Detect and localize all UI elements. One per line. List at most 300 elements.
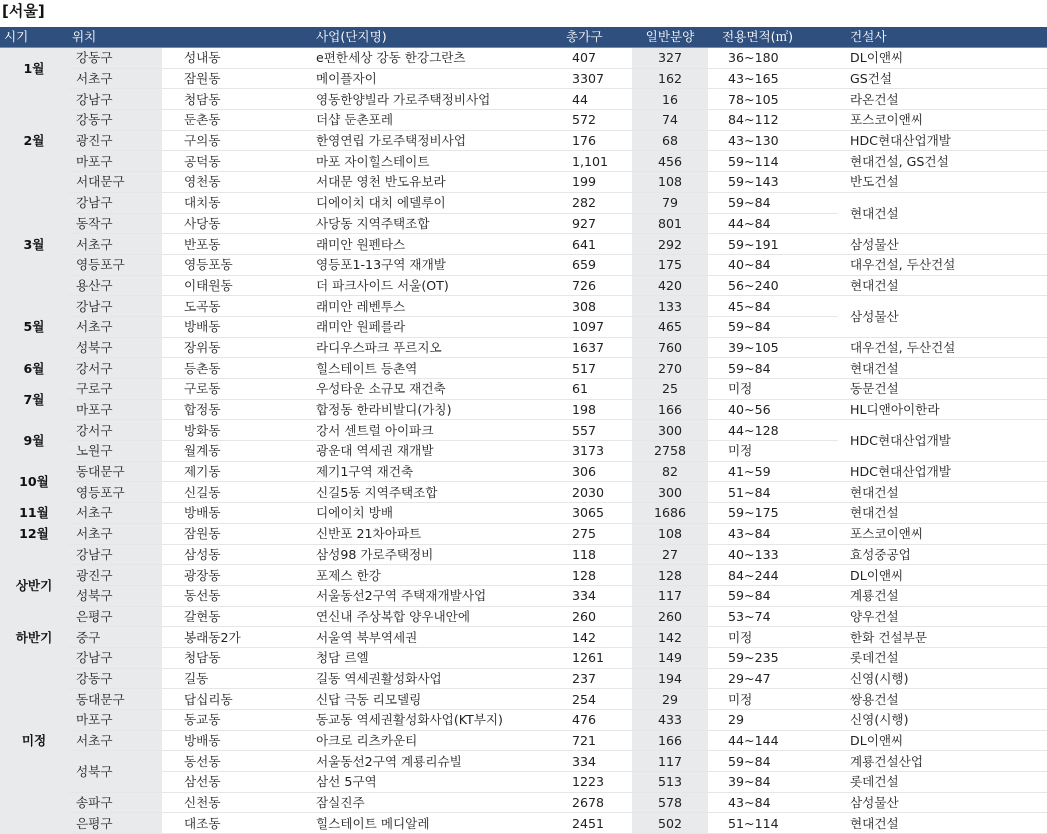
total-units-cell: 3307 [552,68,632,89]
district-cell: 강동구 [68,668,162,689]
table-row [0,523,1047,544]
district-cell: 구로구 [68,379,162,400]
project-name-cell: 서대문 영천 반도유보라 [280,172,552,193]
general-sale-cell: 133 [632,296,708,317]
total-units-cell: 3173 [552,441,632,462]
total-units-cell: 1097 [552,316,632,337]
table-row [0,254,1047,275]
district-cell: 강남구 [68,89,162,110]
district-cell: 성북구 [68,751,162,792]
district-cell: 용산구 [68,275,162,296]
area-cell: 45~84 [708,296,838,317]
total-units-cell: 308 [552,296,632,317]
district-cell: 강서구 [68,358,162,379]
table-row [0,192,1047,213]
area-cell: 59~235 [708,647,838,668]
area-cell: 56~240 [708,275,838,296]
total-units-cell: 198 [552,399,632,420]
general-sale-cell: 162 [632,68,708,89]
district-cell: 강동구 [68,110,162,131]
general-sale-cell: 260 [632,606,708,627]
builder-cell: 대우건설, 두산건설 [838,337,1047,358]
table-row [0,585,1047,606]
period-cell: 5월 [0,296,68,358]
project-name-cell: 신답 극동 리모델링 [280,689,552,710]
dong-cell: 신천동 [162,792,280,813]
general-sale-cell: 327 [632,48,708,69]
total-units-cell: 3065 [552,503,632,524]
project-name-cell: 마포 자이힐스테이트 [280,151,552,172]
builder-cell: DL이앤씨 [838,48,1047,69]
total-units-cell: 2451 [552,813,632,834]
table-row [0,337,1047,358]
header-total-units: 총가구 [552,27,632,48]
district-cell: 강동구 [68,48,162,69]
project-name-cell: 더샵 둔촌포레 [280,110,552,131]
total-units-cell: 641 [552,234,632,255]
builder-cell: DL이앤씨 [838,730,1047,751]
table-row [0,358,1047,379]
area-cell: 36~180 [708,48,838,69]
header-location: 위치 [68,27,280,48]
total-units-cell: 721 [552,730,632,751]
builder-cell: 쌍용건설 [838,689,1047,710]
district-cell: 강남구 [68,192,162,213]
district-cell: 강남구 [68,647,162,668]
builder-cell: 효성중공업 [838,544,1047,565]
area-cell: 53~74 [708,606,838,627]
area-cell: 51~84 [708,482,838,503]
total-units-cell: 275 [552,523,632,544]
district-cell: 광진구 [68,130,162,151]
district-cell: 영등포구 [68,254,162,275]
header-builder: 건설사 [838,27,1047,48]
dong-cell: 방배동 [162,503,280,524]
area-cell: 59~84 [708,585,838,606]
area-cell: 44~128 [708,420,838,441]
builder-cell: 현대건설 [838,503,1047,524]
project-name-cell: 힐스테이트 등촌역 [280,358,552,379]
total-units-cell: 334 [552,751,632,772]
period-cell: 11월 [0,503,68,524]
builder-cell: 현대건설 [838,275,1047,296]
total-units-cell: 476 [552,710,632,731]
dong-cell: 동선동 [162,751,280,772]
dong-cell: 길동 [162,668,280,689]
total-units-cell: 1223 [552,772,632,793]
project-name-cell: 영등포1-13구역 재개발 [280,254,552,275]
general-sale-cell: 68 [632,130,708,151]
table-row [0,234,1047,255]
general-sale-cell: 166 [632,399,708,420]
total-units-cell: 237 [552,668,632,689]
dong-cell: 영천동 [162,172,280,193]
project-name-cell: 연신내 주상복합 양우내안에 [280,606,552,627]
general-sale-cell: 578 [632,792,708,813]
district-cell: 동작구 [68,213,162,234]
area-cell: 43~84 [708,792,838,813]
general-sale-cell: 1686 [632,503,708,524]
area-cell: 59~191 [708,234,838,255]
builder-cell: 포스코이앤씨 [838,110,1047,131]
general-sale-cell: 175 [632,254,708,275]
project-name-cell: 서울동선2구역 계룡리슈빌 [280,751,552,772]
total-units-cell: 282 [552,192,632,213]
district-cell: 마포구 [68,399,162,420]
table-body [0,48,1047,834]
dong-cell: 동선동 [162,585,280,606]
general-sale-cell: 149 [632,647,708,668]
dong-cell: 신길동 [162,482,280,503]
general-sale-cell: 420 [632,275,708,296]
builder-cell: 신영(시행) [838,710,1047,731]
general-sale-cell: 502 [632,813,708,834]
builder-cell: GS건설 [838,68,1047,89]
table-row [0,627,1047,648]
project-name-cell: 영동한양빌라 가로주택정비사업 [280,89,552,110]
dong-cell: 장위동 [162,337,280,358]
district-cell: 서초구 [68,234,162,255]
table-row [0,296,1047,317]
total-units-cell: 1,101 [552,151,632,172]
builder-cell: HDC현대산업개발 [838,130,1047,151]
general-sale-cell: 16 [632,89,708,110]
district-cell: 성북구 [68,337,162,358]
district-cell: 성북구 [68,585,162,606]
project-name-cell: 광운대 역세권 재개발 [280,441,552,462]
table-row [0,48,1047,69]
table-row [0,647,1047,668]
total-units-cell: 1261 [552,647,632,668]
total-units-cell: 2030 [552,482,632,503]
builder-cell: 삼성물산 [838,234,1047,255]
dong-cell: 도곡동 [162,296,280,317]
dong-cell: 대조동 [162,813,280,834]
header-area: 전용면적(㎡) [708,27,838,48]
period-cell: 2월 [0,89,68,192]
project-name-cell: 삼선 5구역 [280,772,552,793]
area-cell: 미정 [708,689,838,710]
project-name-cell: 서울동선2구역 주택재개발사업 [280,585,552,606]
project-name-cell: 디에이치 대치 에델루이 [280,192,552,213]
general-sale-cell: 292 [632,234,708,255]
dong-cell: 방화동 [162,420,280,441]
area-cell: 43~84 [708,523,838,544]
table-header-row [0,27,1047,48]
builder-cell: HL디앤아이한라 [838,399,1047,420]
period-cell: 미정 [0,647,68,833]
period-cell: 하반기 [0,627,68,648]
builder-cell: DL이앤씨 [838,565,1047,586]
builder-cell: 포스코이앤씨 [838,523,1047,544]
area-cell: 59~114 [708,151,838,172]
dong-cell: 방배동 [162,730,280,751]
dong-cell: 답십리동 [162,689,280,710]
total-units-cell: 176 [552,130,632,151]
table-row [0,89,1047,110]
area-cell: 미정 [708,379,838,400]
table-row [0,751,1047,772]
general-sale-cell: 760 [632,337,708,358]
builder-cell: 동문건설 [838,379,1047,400]
project-name-cell: 서울역 북부역세권 [280,627,552,648]
dong-cell: 청담동 [162,89,280,110]
district-cell: 서초구 [68,523,162,544]
district-cell: 마포구 [68,710,162,731]
total-units-cell: 306 [552,461,632,482]
general-sale-cell: 108 [632,172,708,193]
general-sale-cell: 142 [632,627,708,648]
general-sale-cell: 270 [632,358,708,379]
area-cell: 29 [708,710,838,731]
total-units-cell: 199 [552,172,632,193]
area-cell: 59~84 [708,751,838,772]
builder-cell: 롯데건설 [838,647,1047,668]
table-row [0,689,1047,710]
general-sale-cell: 74 [632,110,708,131]
project-name-cell: 사당동 지역주택조합 [280,213,552,234]
district-cell: 강서구 [68,420,162,441]
general-sale-cell: 25 [632,379,708,400]
total-units-cell: 44 [552,89,632,110]
builder-cell: 현대건설 [838,482,1047,503]
table-row [0,792,1047,813]
total-units-cell: 61 [552,379,632,400]
district-cell: 동대문구 [68,461,162,482]
builder-cell: 양우건설 [838,606,1047,627]
table-row [0,482,1047,503]
builder-cell: 현대건설, GS건설 [838,151,1047,172]
total-units-cell: 726 [552,275,632,296]
dong-cell: 공덕동 [162,151,280,172]
total-units-cell: 334 [552,585,632,606]
general-sale-cell: 27 [632,544,708,565]
area-cell: 29~47 [708,668,838,689]
project-name-cell: 포제스 한강 [280,565,552,586]
area-cell: 59~84 [708,358,838,379]
project-name-cell: 더 파크사이드 서울(OT) [280,275,552,296]
dong-cell: 합정동 [162,399,280,420]
district-cell: 강남구 [68,544,162,565]
period-cell: 10월 [0,461,68,502]
district-cell: 서대문구 [68,172,162,193]
dong-cell: 반포동 [162,234,280,255]
total-units-cell: 927 [552,213,632,234]
table-row [0,172,1047,193]
total-units-cell: 254 [552,689,632,710]
dong-cell: 성내동 [162,48,280,69]
page-title: [서울] [2,2,45,20]
total-units-cell: 407 [552,48,632,69]
district-cell: 송파구 [68,792,162,813]
table-row [0,68,1047,89]
total-units-cell: 1637 [552,337,632,358]
area-cell: 40~56 [708,399,838,420]
builder-cell: HDC현대산업개발 [838,461,1047,482]
total-units-cell: 260 [552,606,632,627]
total-units-cell: 118 [552,544,632,565]
district-cell: 광진구 [68,565,162,586]
dong-cell: 구로동 [162,379,280,400]
dong-cell: 둔촌동 [162,110,280,131]
period-cell: 7월 [0,379,68,420]
project-name-cell: 동교동 역세권활성화사업(KT부지) [280,710,552,731]
builder-cell: 삼성물산 [838,792,1047,813]
area-cell: 44~144 [708,730,838,751]
area-cell: 43~130 [708,130,838,151]
table-row [0,110,1047,131]
builder-cell: 신영(시행) [838,668,1047,689]
period-cell: 9월 [0,420,68,461]
general-sale-cell: 117 [632,585,708,606]
project-name-cell: 합정동 한라비발디(가칭) [280,399,552,420]
project-name-cell: 래미안 레벤투스 [280,296,552,317]
builder-cell: HDC현대산업개발 [838,420,1047,461]
area-cell: 미정 [708,627,838,648]
total-units-cell: 142 [552,627,632,648]
general-sale-cell: 801 [632,213,708,234]
project-name-cell: e편한세상 강동 한강그란츠 [280,48,552,69]
area-cell: 40~84 [708,254,838,275]
district-cell: 마포구 [68,151,162,172]
area-cell: 84~112 [708,110,838,131]
project-name-cell: 라디우스파크 푸르지오 [280,337,552,358]
builder-cell: 계룡건설 [838,585,1047,606]
table-row [0,730,1047,751]
area-cell: 40~133 [708,544,838,565]
area-cell: 43~165 [708,68,838,89]
project-name-cell: 청담 르엘 [280,647,552,668]
general-sale-cell: 513 [632,772,708,793]
project-name-cell: 한영연립 가로주택정비사업 [280,130,552,151]
dong-cell: 동교동 [162,710,280,731]
area-cell: 78~105 [708,89,838,110]
total-units-cell: 557 [552,420,632,441]
dong-cell: 잠원동 [162,68,280,89]
area-cell: 39~84 [708,772,838,793]
project-name-cell: 디에이치 방배 [280,503,552,524]
project-name-cell: 잠실진주 [280,792,552,813]
total-units-cell: 659 [552,254,632,275]
dong-cell: 사당동 [162,213,280,234]
table-row [0,544,1047,565]
area-cell: 41~59 [708,461,838,482]
project-name-cell: 강서 센트럴 아이파크 [280,420,552,441]
dong-cell: 방배동 [162,316,280,337]
project-name-cell: 길동 역세권활성화사업 [280,668,552,689]
general-sale-cell: 300 [632,482,708,503]
area-cell: 44~84 [708,213,838,234]
total-units-cell: 128 [552,565,632,586]
table-row [0,503,1047,524]
table-row [0,668,1047,689]
dong-cell: 봉래동2가 [162,627,280,648]
table-row [0,606,1047,627]
dong-cell: 등촌동 [162,358,280,379]
builder-cell: 한화 건설부문 [838,627,1047,648]
builder-cell: 반도건설 [838,172,1047,193]
table-row [0,130,1047,151]
table-row [0,813,1047,834]
builder-cell: 현대건설 [838,192,1047,233]
general-sale-cell: 117 [632,751,708,772]
project-name-cell: 래미안 원페를라 [280,316,552,337]
dong-cell: 갈현동 [162,606,280,627]
table-row [0,461,1047,482]
header-period: 시기 [0,27,68,48]
area-cell: 84~244 [708,565,838,586]
project-name-cell: 힐스테이트 메디알레 [280,813,552,834]
total-units-cell: 2678 [552,792,632,813]
builder-cell: 롯데건설 [838,772,1047,793]
area-cell: 미정 [708,441,838,462]
district-cell: 강남구 [68,296,162,317]
period-cell: 3월 [0,192,68,295]
general-sale-cell: 79 [632,192,708,213]
district-cell: 서초구 [68,730,162,751]
period-cell: 12월 [0,523,68,544]
area-cell: 39~105 [708,337,838,358]
dong-cell: 청담동 [162,647,280,668]
district-cell: 동대문구 [68,689,162,710]
total-units-cell: 572 [552,110,632,131]
dong-cell: 잠원동 [162,523,280,544]
area-cell: 59~84 [708,192,838,213]
builder-cell: 현대건설 [838,813,1047,834]
area-cell: 59~143 [708,172,838,193]
general-sale-cell: 465 [632,316,708,337]
general-sale-cell: 128 [632,565,708,586]
period-cell: 6월 [0,358,68,379]
dong-cell: 구의동 [162,130,280,151]
builder-cell: 대우건설, 두산건설 [838,254,1047,275]
project-name-cell: 신길5동 지역주택조합 [280,482,552,503]
builder-cell: 계룡건설산업 [838,751,1047,772]
general-sale-cell: 2758 [632,441,708,462]
project-name-cell: 삼성98 가로주택정비 [280,544,552,565]
area-cell: 59~175 [708,503,838,524]
dong-cell: 광장동 [162,565,280,586]
general-sale-cell: 166 [632,730,708,751]
area-cell: 51~114 [708,813,838,834]
district-cell: 서초구 [68,68,162,89]
dong-cell: 월계동 [162,441,280,462]
general-sale-cell: 194 [632,668,708,689]
apartment-supply-table [0,27,1047,834]
table-row [0,710,1047,731]
table-row [0,399,1047,420]
builder-cell: 삼성물산 [838,296,1047,337]
dong-cell: 영등포동 [162,254,280,275]
project-name-cell: 메이플자이 [280,68,552,89]
table-row [0,565,1047,586]
header-general-sale: 일반분양 [632,27,708,48]
district-cell: 중구 [68,627,162,648]
table-row [0,379,1047,400]
builder-cell: 현대건설 [838,358,1047,379]
district-cell: 서초구 [68,316,162,337]
project-name-cell: 우성타운 소규모 재건축 [280,379,552,400]
project-name-cell: 신반포 21차아파트 [280,523,552,544]
dong-cell: 이태원동 [162,275,280,296]
header-project: 사업(단지명) [280,27,552,48]
table-row [0,275,1047,296]
general-sale-cell: 300 [632,420,708,441]
general-sale-cell: 82 [632,461,708,482]
table-row [0,151,1047,172]
general-sale-cell: 433 [632,710,708,731]
project-name-cell: 래미안 원펜타스 [280,234,552,255]
